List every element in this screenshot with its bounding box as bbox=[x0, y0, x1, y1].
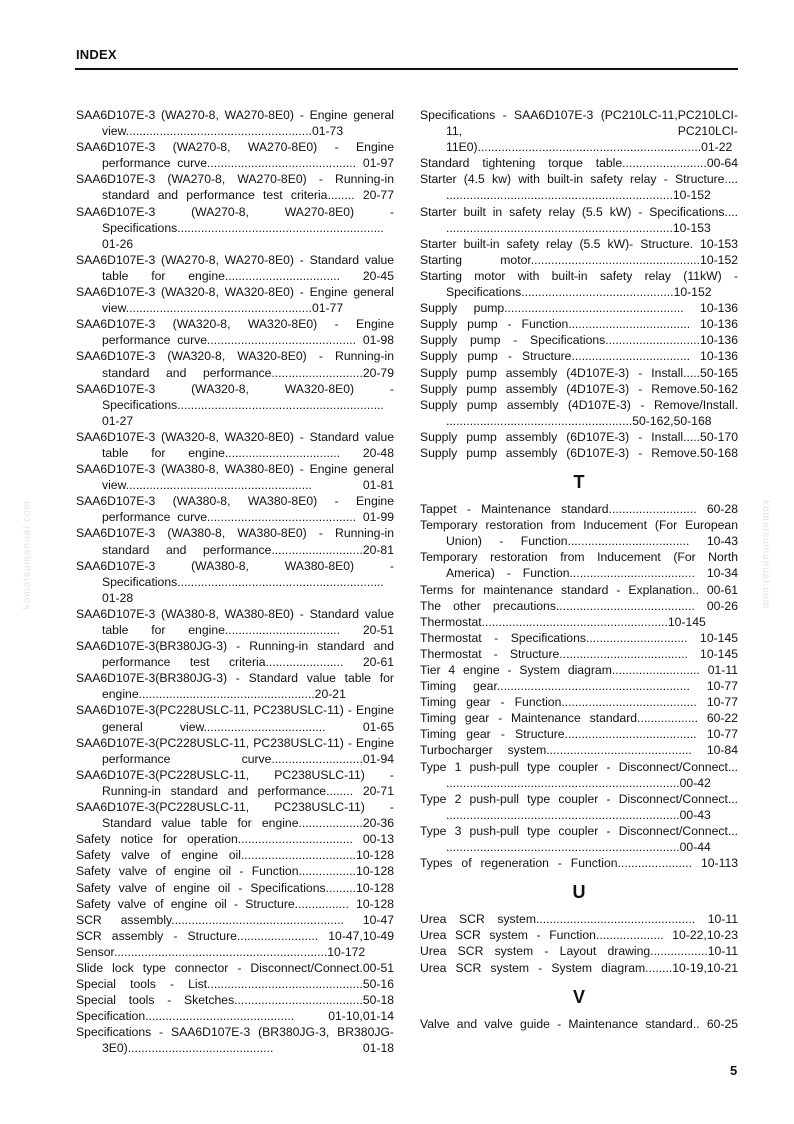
index-entry: Starting motor with built-in safety relay (11kW) - Specifications.............................................10-152 bbox=[420, 268, 738, 300]
index-entry: Safety valve of engine oil - Structure................ 10-128 bbox=[76, 896, 394, 911]
index-entry: Special tools - Sketches......................................50-18 bbox=[76, 993, 394, 1008]
index-entry: Safety valve of engine oil - Specifications.........10-128 bbox=[76, 880, 394, 895]
index-entry: SCR assembly................................................... 10-47 bbox=[76, 912, 394, 927]
index-entry: Supply pump - Specifications............................10-136 bbox=[420, 333, 738, 348]
index-entry: The other precautions......................................... 00-26 bbox=[420, 598, 738, 613]
index-entry: SAA6D107E-3 (WA270-8, WA270-8E0) - Specifications............................................................. 01-26 bbox=[76, 204, 394, 251]
section-letter: T bbox=[573, 472, 585, 493]
index-entry: SAA6D107E-3 (WA320-8, WA320-8E0) - Engine performance curve............................................ 01-98 bbox=[76, 317, 394, 348]
index-column-left bbox=[76, 107, 394, 1057]
index-entry: SAA6D107E-3(BR380JG-3) - Running-in standard and performance test criteria....................... 20-61 bbox=[76, 639, 394, 670]
index-entry: Safety valve of engine oil - Function.................10-128 bbox=[76, 864, 394, 879]
index-entry: SAA6D107E-3 (WA380-8, WA380-8E0) - Running-in standard and performance...........................20-81 bbox=[76, 526, 394, 557]
watermark-right: komatsumanual.com bbox=[760, 500, 771, 610]
index-entry: Supply pump assembly (6D107E-3) - Install.....50-170 bbox=[420, 429, 738, 444]
index-entry: Temporary restoration from Inducement (For North America) - Function..................................... 10-34 bbox=[420, 550, 738, 581]
index-entry: SAA6D107E-3 (WA380-8, WA380-8E0) - Specifications............................................................. 01-28 bbox=[76, 558, 394, 605]
index-entry: Supply pump assembly (6D107E-3) - Remove.50-168 bbox=[420, 445, 738, 460]
index-entry: Starter built in safety relay (5.5 kW) - Specifications.... ...................................................................10-153 bbox=[420, 204, 738, 235]
index-entry: SAA6D107E-3 (WA270-8, WA270-8E0) - Engine general view.......................................................01-73 bbox=[76, 108, 394, 139]
index-entry: Urea SCR system............................................... 10-11 bbox=[420, 912, 738, 927]
index-entry: SAA6D107E-3 (WA270-8, WA270-8E0) - Running-in standard and performance test criteria........ 20-77 bbox=[76, 172, 394, 203]
index-entry: Type 1 push-pull type coupler - Disconnect/Connect... .....................................................................00-42 bbox=[420, 759, 738, 790]
index-entry: Specifications - SAA6D107E-3 (BR380JG-3, BR380JG-3E0)........................................... 01-18 bbox=[76, 1025, 394, 1056]
page-number: 5 bbox=[730, 1063, 738, 1078]
index-entry: Supply pump - Structure................................... 10-136 bbox=[420, 349, 738, 364]
index-entry: Sensor...............................................................10-172 bbox=[76, 944, 366, 959]
index-entry: Tappet - Maintenance standard.......................... 60-28 bbox=[420, 502, 738, 517]
index-entry: Thermostat - Structure...................................... 10-145 bbox=[420, 646, 738, 661]
index-entry: Starter built-in safety relay (5.5 kW)- Structure. 10-153 bbox=[420, 236, 738, 251]
index-entry: SAA6D107E-3(BR380JG-3) - Standard value table for engine....................................................20-21 bbox=[76, 671, 394, 702]
index-entry: Thermostat.......................................................10-145 bbox=[420, 614, 706, 629]
index-entry: Supply pump..................................................... 10-136 bbox=[420, 301, 738, 316]
page-header-title: INDEX bbox=[76, 47, 117, 62]
index-entry: Tier 4 engine - System diagram.......................... 01-11 bbox=[420, 663, 738, 677]
index-entry: Slide lock type connector - Disconnect/Connect.00-51 bbox=[76, 960, 394, 975]
index-entry: Types of regeneration - Function...................... 10-113 bbox=[420, 856, 738, 871]
index-entry: SAA6D107E-3 (WA320-8, WA320-8E0) - Specifications............................................................. 01-27 bbox=[76, 381, 394, 428]
index-entry: Turbocharger system........................................... 10-84 bbox=[420, 743, 738, 758]
header-rule bbox=[75, 68, 738, 70]
index-entry: Standard tightening torque table.........................00-64 bbox=[420, 156, 738, 171]
section-letter: U bbox=[572, 882, 586, 903]
index-entry: Type 2 push-pull type coupler - Disconnect/Connect... .....................................................................00-43 bbox=[420, 791, 738, 822]
index-entry: SAA6D107E-3 (WA380-8, WA380-8E0) - Engine performance curve............................................ 01-99 bbox=[76, 494, 394, 525]
index-entry: SAA6D107E-3(PC228USLC-11, PC238USLC-11) - Engine general view.................................... 01-65 bbox=[76, 703, 394, 734]
index-entry: SAA6D107E-3 (WA320-8, WA320-8E0) - Running-in standard and performance...........................20-79 bbox=[76, 349, 394, 380]
index-entry: Starting motor..................................................10-152 bbox=[420, 252, 738, 267]
index-entry: Timing gear - Maintenance standard.................. 60-22 bbox=[420, 711, 738, 726]
section-letter: V bbox=[572, 986, 585, 1007]
index-entry: SAA6D107E-3 (WA270-8, WA270-8E0) - Engine performance curve............................................ 01-97 bbox=[76, 140, 394, 171]
index-entry: Urea SCR system - System diagram........10-19,10-21 bbox=[420, 960, 738, 975]
index-entry: Supply pump assembly (4D107E-3) - Remove.50-162 bbox=[420, 381, 738, 396]
index-entry: Safety valve of engine oil..................................10-128 bbox=[76, 848, 394, 863]
index-entry: Special tools - List..............................................50-16 bbox=[76, 977, 394, 992]
index-entry: SCR assembly - Structure........................ 10-47,10-49 bbox=[76, 928, 394, 943]
index-entry: Supply pump assembly (4D107E-3) - Install.....50-165 bbox=[420, 365, 738, 380]
index-entry: Temporary restoration from Inducement (For European Union) - Function.................................... 10-43 bbox=[420, 518, 738, 549]
index-entry: Thermostat - Specifications.............................. 10-145 bbox=[420, 630, 738, 645]
index-entry: Timing gear - Structure....................................... 10-77 bbox=[420, 727, 738, 742]
index-entry: Timing gear......................................................... 10-77 bbox=[420, 679, 738, 694]
index-entry: SAA6D107E-3 (WA380-8, WA380-8E0) - Standard value table for engine.................................. 20-51 bbox=[76, 606, 394, 637]
index-entry: SAA6D107E-3 (WA320-8, WA320-8E0) - Standard value table for engine.................................. 20-48 bbox=[76, 429, 394, 460]
index-entry: Timing gear - Function........................................ 10-77 bbox=[420, 695, 738, 710]
index-entry: Supply pump assembly (4D107E-3) - Remove/Install. .......................................................50-162,50-168 bbox=[420, 397, 738, 428]
index-entry: Specification............................................ 01-10,01-14 bbox=[76, 1009, 394, 1024]
index-entry: SAA6D107E-3 (WA270-8, WA270-8E0) - Standard value table for engine.................................. 20-45 bbox=[76, 252, 394, 283]
index-entry: Urea SCR system - Layout drawing.................10-11 bbox=[420, 944, 738, 959]
index-entry: SAA6D107E-3(PC228USLC-11, PC238USLC-11) - Standard value table for engine...................20-36 bbox=[76, 800, 394, 831]
index-entry: Specifications - SAA6D107E-3 (PC210LC-11,PC210LCI-11, PC210LCI-11E0)..................................................................01-22 bbox=[420, 108, 738, 155]
index-entry: SAA6D107E-3(PC228USLC-11, PC238USLC-11) - Engine performance curve...........................01-94 bbox=[76, 735, 394, 766]
index-entry: Type 3 push-pull type coupler - Disconnect/Connect... .....................................................................00-44 bbox=[420, 823, 738, 855]
index-entry: SAA6D107E-3(PC228USLC-11, PC238USLC-11) - Running-in standard and performance........ 20-71 bbox=[76, 767, 394, 798]
index-entry: SAA6D107E-3 (WA380-8, WA380-8E0) - Engine general view....................................................... 01-81 bbox=[76, 462, 394, 493]
index-entry: Starter (4.5 kw) with built-in safety relay - Structure.... ...................................................................10-152 bbox=[420, 172, 738, 203]
index-entry: Terms for maintenance standard - Explanation.. 00-61 bbox=[420, 582, 738, 597]
index-column-right bbox=[420, 107, 738, 1032]
watermark-left: komatsumanual.com bbox=[22, 500, 33, 610]
index-entry: Urea SCR system - Function.................... 10-22,10-23 bbox=[420, 928, 738, 943]
index-entry: Safety notice for operation.................................. 00-13 bbox=[76, 832, 394, 847]
index-entry: SAA6D107E-3 (WA320-8, WA320-8E0) - Engine general view.......................................................01-77 bbox=[76, 285, 394, 316]
index-entry: Valve and valve guide - Maintenance standard.. 60-25 bbox=[420, 1016, 738, 1031]
index-entry: Supply pump - Function.................................... 10-136 bbox=[420, 317, 738, 332]
